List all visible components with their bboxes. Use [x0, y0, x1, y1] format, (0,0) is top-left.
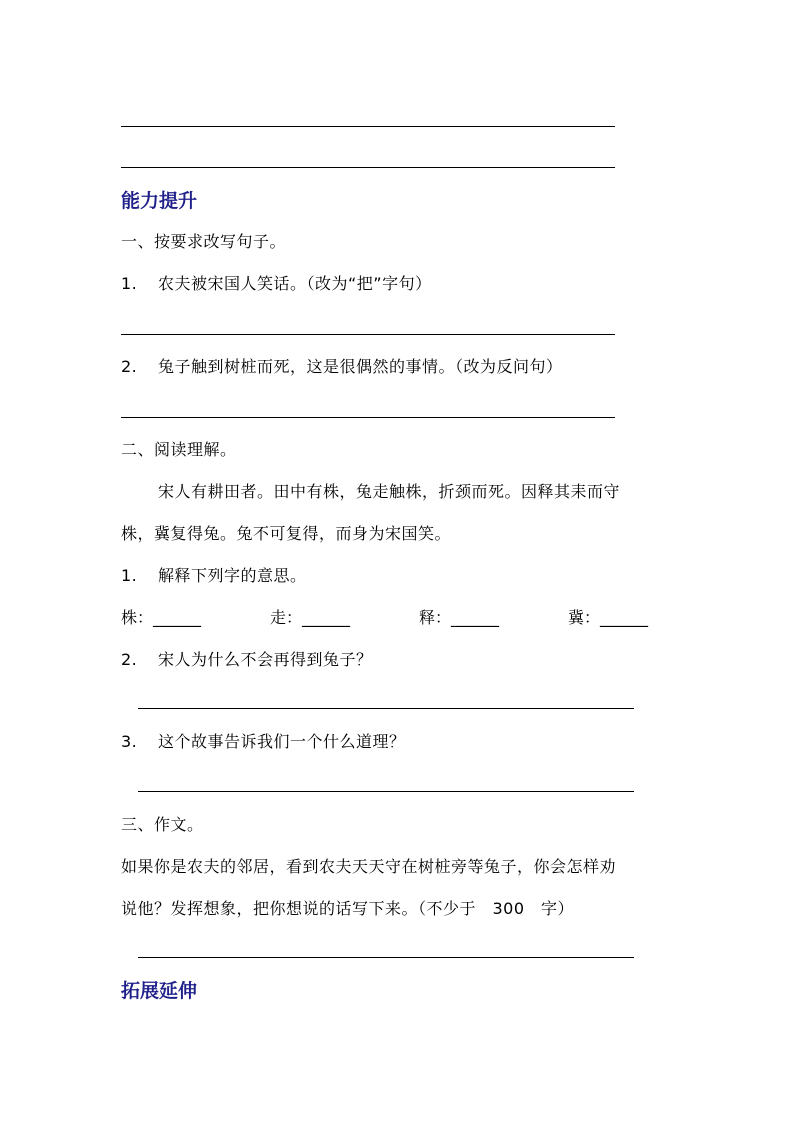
answer-line: [138, 957, 634, 958]
question-number: 1.: [121, 566, 138, 585]
part2-title: 二、阅读理解。: [121, 440, 237, 459]
part1-title: 一、按要求改写句子。: [121, 232, 287, 251]
blank-shi: 释：______: [419, 608, 500, 627]
question-number: 2.: [121, 650, 138, 669]
answer-line: [121, 417, 615, 418]
part1-question-1: [121, 274, 432, 294]
part2-question-2: [121, 650, 373, 670]
part1-question-2: [121, 357, 563, 377]
part2-question-3: [121, 732, 406, 752]
question-text: 这个故事告诉我们一个什么道理？: [158, 732, 406, 751]
blank-zhu: 株：______: [121, 608, 202, 627]
blank-ji: 冀：______: [568, 608, 649, 627]
question-text: 农夫被宋国人笑话。（改为“把”字句）: [158, 274, 432, 293]
part3-prompt-line-2: 说他？发挥想象，把你想说的话写下来。（不少于 300 字）: [121, 899, 575, 918]
passage-line-1: 宋人有耕田者。田中有株，兔走触株，折颈而死。因释其耒而守: [158, 482, 621, 501]
answer-line: [138, 708, 634, 709]
answer-line: [121, 334, 615, 335]
part3-prompt-line-1: 如果你是农夫的邻居，看到农夫天天守在树桩旁等兔子，你会怎样劝: [121, 857, 617, 876]
answer-line: [121, 167, 615, 168]
question-number: 1.: [121, 274, 138, 293]
blank-zou: 走：______: [270, 608, 351, 627]
answer-line: [121, 126, 615, 127]
section-heading-ability: 能力提升: [121, 190, 198, 212]
question-text: 解释下列字的意思。: [158, 566, 307, 585]
section-heading-extend: 拓展延伸: [121, 980, 198, 1002]
part3-title: 三、作文。: [121, 815, 204, 834]
question-text: 宋人为什么不会再得到兔子？: [158, 650, 373, 669]
part2-question-1: [121, 566, 307, 586]
question-text: 兔子触到树桩而死，这是很偶然的事情。（改为反问句）: [158, 357, 563, 376]
question-number: 2.: [121, 357, 138, 376]
answer-line: [138, 791, 634, 792]
question-number: 3.: [121, 732, 138, 751]
passage-line-2: 株，冀复得兔。兔不可复得，而身为宋国笑。: [121, 524, 452, 543]
